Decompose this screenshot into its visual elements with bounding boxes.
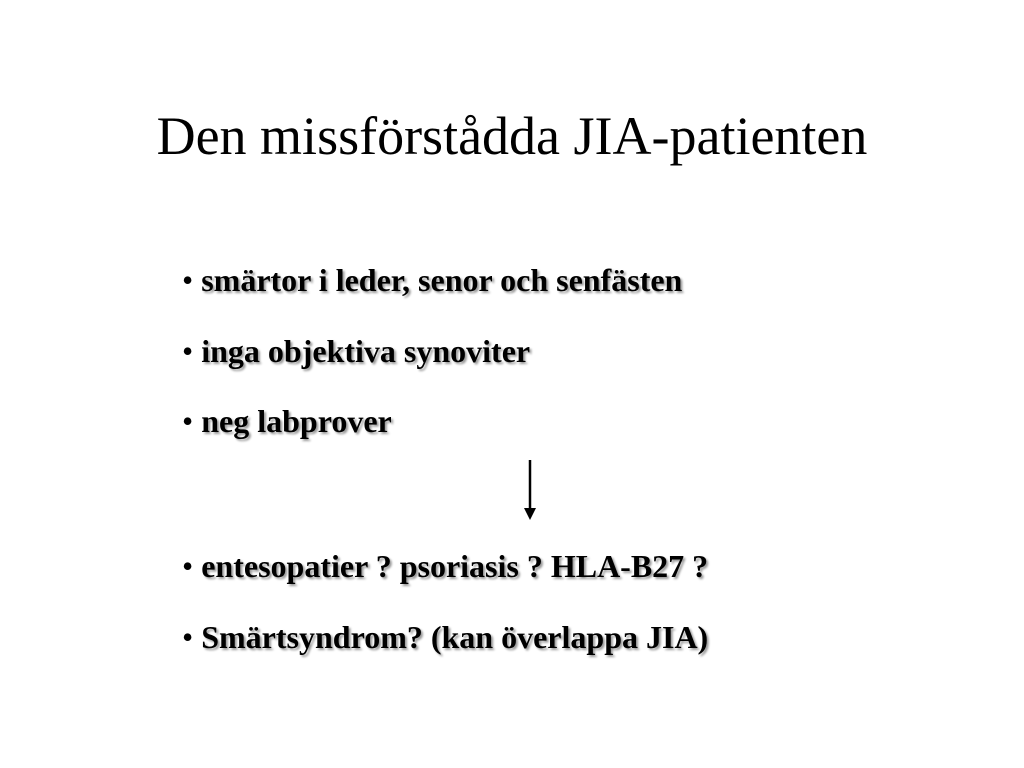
bullet-dot-icon: • [182, 619, 194, 655]
slide-title: Den missförstådda JIA-patienten [156, 106, 868, 166]
bullet-text: smärtor i leder, senor och senfästen [201, 262, 683, 298]
bullet-dot-icon: • [182, 262, 194, 298]
bullet-dot-icon: • [182, 403, 194, 439]
bullet-text: inga objektiva synoviter [201, 333, 531, 369]
bullet-item [182, 260, 682, 300]
arrow-down-icon [520, 458, 540, 522]
bullet-item [182, 546, 708, 586]
bullet-item [182, 617, 708, 657]
bullet-text: Smärtsyndrom? (kan överlappa JIA) [201, 619, 709, 655]
bullet-dot-icon: • [182, 548, 194, 584]
bullet-dot-icon: • [182, 333, 194, 369]
bullet-text: entesopatier ? psoriasis ? HLA-B27 ? [201, 548, 709, 584]
bullet-item [182, 331, 530, 371]
bullet-item [182, 401, 392, 441]
bullet-text: neg labprover [201, 403, 392, 439]
